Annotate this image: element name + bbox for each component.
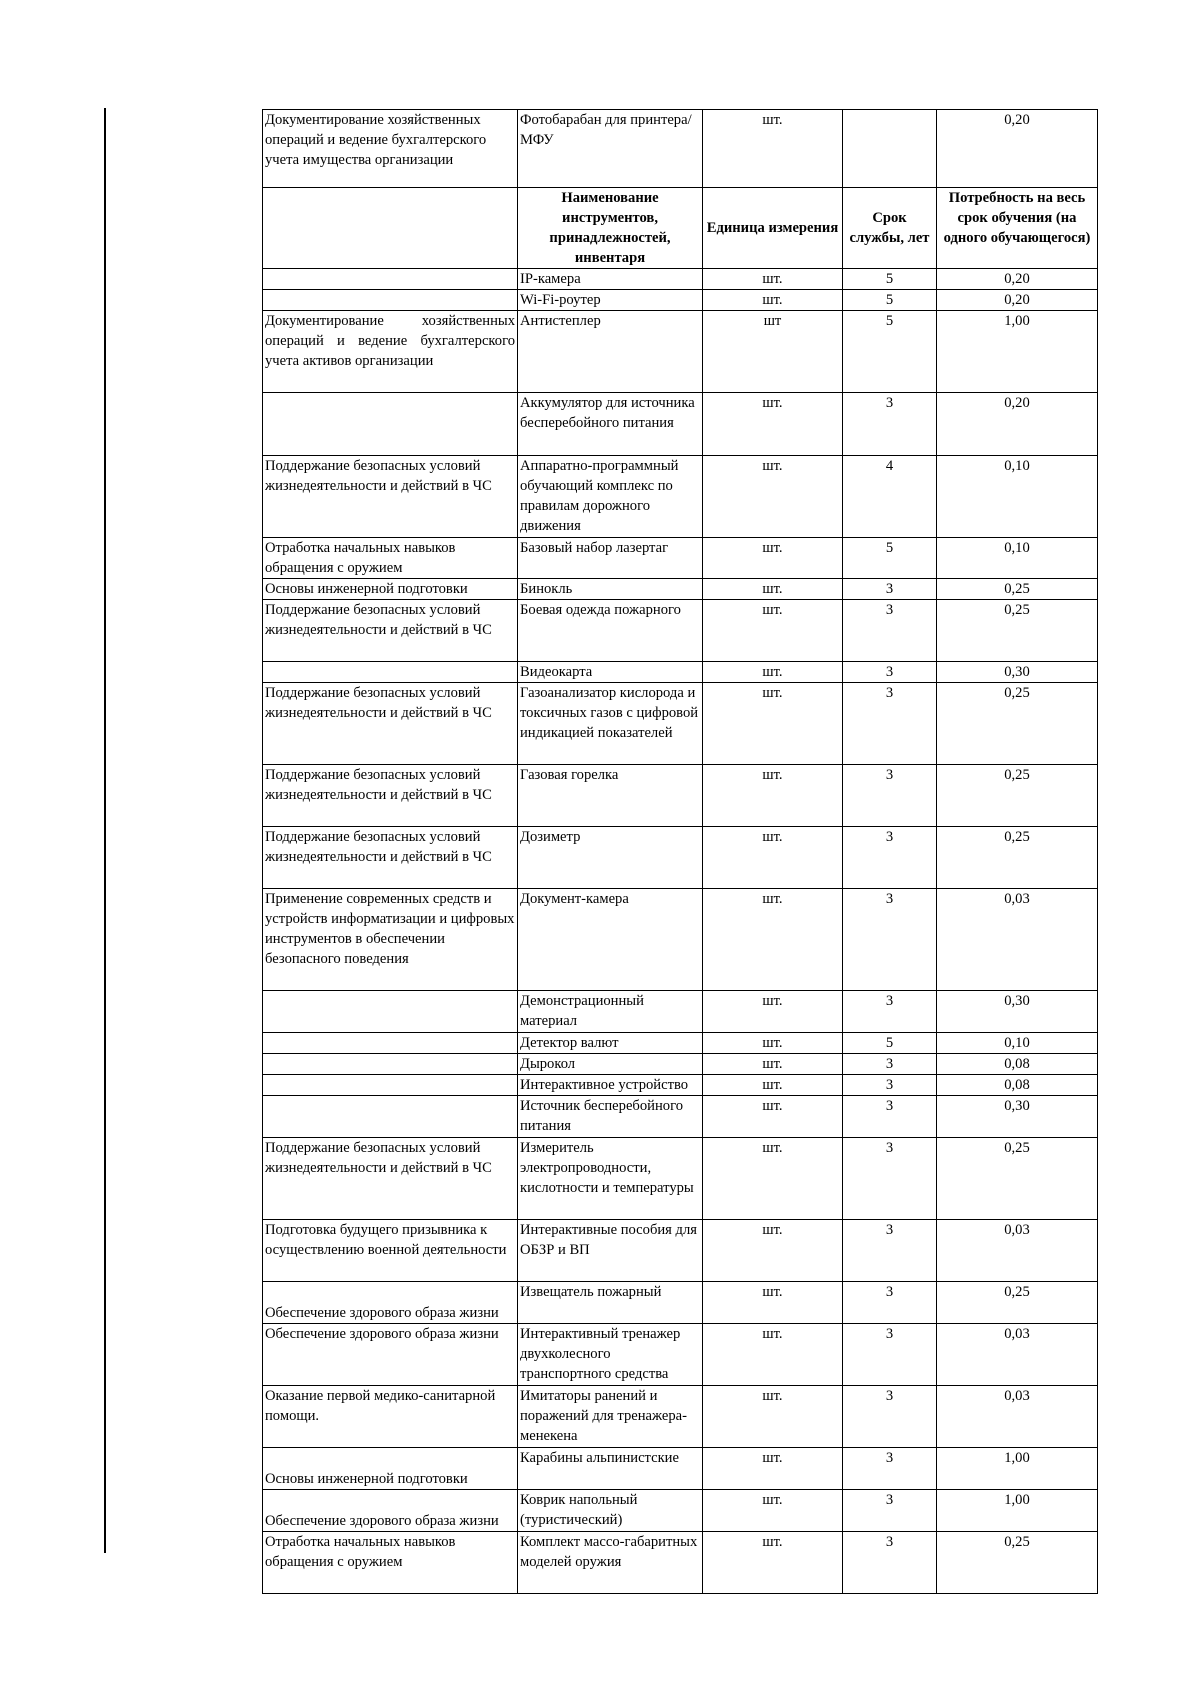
table-row — [263, 1490, 1098, 1532]
cell-need: 0,08 — [937, 1054, 1098, 1075]
table-row — [263, 110, 1098, 188]
cell-unit: шт. — [703, 889, 843, 991]
cell-name: Фотобарабан для принтера/МФУ — [518, 110, 703, 188]
cell-section: Поддержание безопасных условий жизнедеятельности и действий в ЧС — [263, 1138, 518, 1220]
cell-section: Подготовка будущего призывника к осуществлению военной деятельности — [263, 1220, 518, 1282]
cell-need: 0,25 — [937, 1138, 1098, 1220]
header-empty-cell — [263, 188, 518, 269]
cell-unit: шт. — [703, 662, 843, 683]
cell-section — [263, 393, 518, 456]
table-row — [263, 1324, 1098, 1386]
cell-section: Поддержание безопасных условий жизнедеятельности и действий в ЧС — [263, 827, 518, 889]
cell-section — [263, 991, 518, 1033]
cell-term: 3 — [843, 1324, 937, 1386]
cell-unit: шт. — [703, 827, 843, 889]
table-row — [263, 290, 1098, 311]
cell-section: Отработка начальных навыков обращения с оружием — [263, 1532, 518, 1594]
cell-name: Аппаратно-программный обучающий комплекс по правилам дорожного движения — [518, 456, 703, 538]
cell-name: Интерактивное устройство — [518, 1075, 703, 1096]
cell-unit: шт. — [703, 290, 843, 311]
table-row — [263, 393, 1098, 456]
cell-need: 0,20 — [937, 269, 1098, 290]
cell-need: 0,08 — [937, 1075, 1098, 1096]
cell-unit: шт. — [703, 456, 843, 538]
cell-unit: шт. — [703, 1532, 843, 1594]
cell-term: 5 — [843, 290, 937, 311]
table-row — [263, 600, 1098, 662]
cell-need: 0,20 — [937, 393, 1098, 456]
cell-unit: шт. — [703, 1220, 843, 1282]
table-row — [263, 991, 1098, 1033]
cell-term: 3 — [843, 393, 937, 456]
cell-term: 3 — [843, 1532, 937, 1594]
cell-term: 5 — [843, 538, 937, 579]
cell-name: Коврик напольный (туристический) — [518, 1490, 703, 1532]
cell-term: 3 — [843, 1490, 937, 1532]
cell-need: 1,00 — [937, 311, 1098, 393]
cell-term: 3 — [843, 827, 937, 889]
cell-need: 0,30 — [937, 1096, 1098, 1138]
cell-unit: шт. — [703, 1386, 843, 1448]
page-margin-line — [104, 108, 106, 1553]
cell-name: Демонстрационный материал — [518, 991, 703, 1033]
cell-unit: шт. — [703, 1075, 843, 1096]
cell-unit: шт. — [703, 1138, 843, 1220]
cell-name: IP-камера — [518, 269, 703, 290]
cell-term: 3 — [843, 889, 937, 991]
table-row — [263, 1075, 1098, 1096]
cell-name: Боевая одежда пожарного — [518, 600, 703, 662]
table-row — [263, 1033, 1098, 1054]
cell-section: Документирование хозяйственных операций и ведение бухгалтерского учета имущества организации — [263, 110, 518, 188]
table-row — [263, 1096, 1098, 1138]
cell-term: 3 — [843, 1448, 937, 1490]
header-unit-cell: Единица измерения — [703, 188, 843, 269]
cell-need: 0,25 — [937, 1282, 1098, 1324]
cell-need: 0,25 — [937, 827, 1098, 889]
cell-name: Аккумулятор для источника бесперебойного питания — [518, 393, 703, 456]
cell-unit: шт. — [703, 579, 843, 600]
cell-need: 0,03 — [937, 889, 1098, 991]
cell-unit: шт. — [703, 1054, 843, 1075]
cell-need: 0,03 — [937, 1324, 1098, 1386]
cell-name: Антистеплер — [518, 311, 703, 393]
cell-term: 3 — [843, 991, 937, 1033]
cell-term: 3 — [843, 1138, 937, 1220]
cell-name: Дозиметр — [518, 827, 703, 889]
cell-name: Документ-камера — [518, 889, 703, 991]
cell-need: 0,25 — [937, 600, 1098, 662]
cell-section — [263, 662, 518, 683]
cell-term — [843, 110, 937, 188]
equipment-table — [262, 109, 1098, 1594]
cell-unit: шт. — [703, 110, 843, 188]
table-row — [263, 889, 1098, 991]
cell-name: Комплект массо-габаритных моделей оружия — [518, 1532, 703, 1594]
table-row — [263, 1220, 1098, 1282]
cell-name: Бинокль — [518, 579, 703, 600]
table-row — [263, 1532, 1098, 1594]
cell-section: Поддержание безопасных условий жизнедеятельности и действий в ЧС — [263, 600, 518, 662]
table-row — [263, 1282, 1098, 1324]
cell-unit: шт. — [703, 600, 843, 662]
cell-section: Поддержание безопасных условий жизнедеятельности и действий в ЧС — [263, 456, 518, 538]
cell-section: Основы инженерной подготовки — [263, 1448, 518, 1490]
header-name-cell: Наименование инструментов, принадлежностей, инвентаря — [518, 188, 703, 269]
cell-term: 3 — [843, 1282, 937, 1324]
table-row — [263, 1054, 1098, 1075]
cell-section: Основы инженерной подготовки — [263, 579, 518, 600]
cell-name: Детектор валют — [518, 1033, 703, 1054]
cell-term: 3 — [843, 765, 937, 827]
table-row — [263, 1386, 1098, 1448]
cell-name: Wi-Fi-роутер — [518, 290, 703, 311]
cell-section: Поддержание безопасных условий жизнедеятельности и действий в ЧС — [263, 765, 518, 827]
cell-name: Базовый набор лазертаг — [518, 538, 703, 579]
cell-term: 3 — [843, 1096, 937, 1138]
table-row — [263, 538, 1098, 579]
cell-unit: шт — [703, 311, 843, 393]
cell-need: 0,30 — [937, 662, 1098, 683]
table-row — [263, 579, 1098, 600]
cell-unit: шт. — [703, 538, 843, 579]
table-row — [263, 456, 1098, 538]
cell-need: 0,10 — [937, 456, 1098, 538]
cell-term: 3 — [843, 1075, 937, 1096]
cell-unit: шт. — [703, 1448, 843, 1490]
cell-term: 5 — [843, 269, 937, 290]
cell-name: Дырокол — [518, 1054, 703, 1075]
cell-name: Карабины альпинистские — [518, 1448, 703, 1490]
cell-name: Интерактивные пособия для ОБЗР и ВП — [518, 1220, 703, 1282]
cell-need: 0,25 — [937, 579, 1098, 600]
cell-section — [263, 1033, 518, 1054]
cell-unit: шт. — [703, 393, 843, 456]
cell-unit: шт. — [703, 683, 843, 765]
cell-term: 5 — [843, 311, 937, 393]
cell-term: 5 — [843, 1033, 937, 1054]
table-row — [263, 683, 1098, 765]
cell-need: 0,25 — [937, 1532, 1098, 1594]
table-row — [263, 269, 1098, 290]
table-row — [263, 662, 1098, 683]
equipment-table-body — [263, 110, 1098, 1594]
cell-name: Имитаторы ранений и поражений для тренажера-менекена — [518, 1386, 703, 1448]
table-row — [263, 1448, 1098, 1490]
cell-need: 0,30 — [937, 991, 1098, 1033]
cell-section — [263, 1075, 518, 1096]
cell-term: 3 — [843, 662, 937, 683]
cell-unit: шт. — [703, 991, 843, 1033]
cell-name: Измеритель электропроводности, кислотности и температуры — [518, 1138, 703, 1220]
cell-name: Видеокарта — [518, 662, 703, 683]
cell-name: Газоанализатор кислорода и токсичных газов с цифровой индикацией показателей — [518, 683, 703, 765]
header-need-cell: Потребность на весь срок обучения (на одного обучающегося) — [937, 188, 1098, 269]
table-row — [263, 311, 1098, 393]
cell-section: Применение современных средств и устройств информатизации и цифровых инструментов в обеспечении безопасного поведения — [263, 889, 518, 991]
cell-need: 0,20 — [937, 110, 1098, 188]
cell-unit: шт. — [703, 1324, 843, 1386]
cell-term: 4 — [843, 456, 937, 538]
cell-section — [263, 290, 518, 311]
cell-unit: шт. — [703, 1033, 843, 1054]
cell-need: 1,00 — [937, 1448, 1098, 1490]
cell-unit: шт. — [703, 765, 843, 827]
cell-term: 3 — [843, 683, 937, 765]
cell-unit: шт. — [703, 1490, 843, 1532]
cell-term: 3 — [843, 1386, 937, 1448]
cell-section: Поддержание безопасных условий жизнедеятельности и действий в ЧС — [263, 683, 518, 765]
cell-term: 3 — [843, 600, 937, 662]
cell-term: 3 — [843, 579, 937, 600]
cell-section: Обеспечение здорового образа жизни — [263, 1324, 518, 1386]
cell-section: Обеспечение здорового образа жизни — [263, 1282, 518, 1324]
cell-section — [263, 1054, 518, 1075]
cell-name: Источник бесперебойного питания — [518, 1096, 703, 1138]
table-row — [263, 827, 1098, 889]
cell-need: 0,10 — [937, 1033, 1098, 1054]
cell-need: 0,03 — [937, 1386, 1098, 1448]
cell-need: 0,25 — [937, 683, 1098, 765]
cell-section — [263, 1096, 518, 1138]
cell-unit: шт. — [703, 1096, 843, 1138]
cell-section: Отработка начальных навыков обращения с оружием — [263, 538, 518, 579]
cell-need: 0,20 — [937, 290, 1098, 311]
cell-need: 1,00 — [937, 1490, 1098, 1532]
cell-section — [263, 269, 518, 290]
cell-term: 3 — [843, 1220, 937, 1282]
cell-section: Оказание первой медико-санитарной помощи. — [263, 1386, 518, 1448]
cell-section: Обеспечение здорового образа жизни — [263, 1490, 518, 1532]
cell-need: 0,10 — [937, 538, 1098, 579]
table-row — [263, 1138, 1098, 1220]
cell-name: Газовая горелка — [518, 765, 703, 827]
cell-need: 0,25 — [937, 765, 1098, 827]
cell-section: Документирование хозяйственных операций и ведение бухгалтерского учета активов организации — [263, 311, 518, 393]
header-term-cell: Срок службы, лет — [843, 188, 937, 269]
cell-unit: шт. — [703, 269, 843, 290]
table-header-row — [263, 188, 1098, 269]
cell-name: Извещатель пожарный — [518, 1282, 703, 1324]
cell-name: Интерактивный тренажер двухколесного транспортного средства — [518, 1324, 703, 1386]
cell-unit: шт. — [703, 1282, 843, 1324]
table-row — [263, 765, 1098, 827]
cell-term: 3 — [843, 1054, 937, 1075]
cell-need: 0,03 — [937, 1220, 1098, 1282]
